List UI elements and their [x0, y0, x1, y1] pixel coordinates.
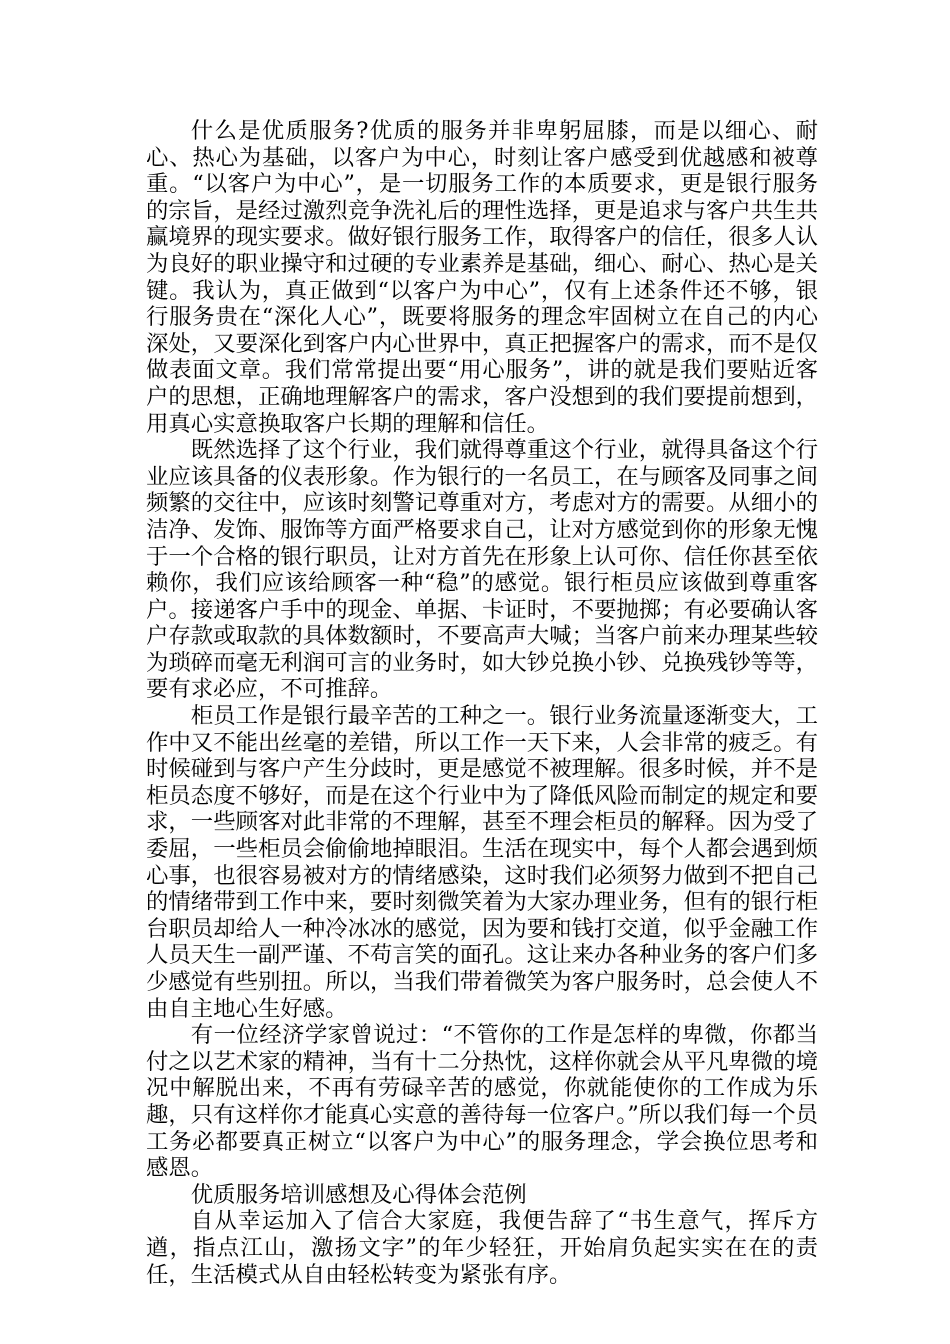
paragraph-closing: 自从幸运加入了信合大家庭，我便告辞了“书生意气，挥斥方遒，指点江山，激扬文字”的年少轻狂，开始肩负起实实在在的责任，生活模式从自由轻松转变为紧张有序。	[146, 1208, 818, 1288]
paragraph-professional-image: 既然选择了这个行业，我们就得尊重这个行业，就得具备这个行业应该具备的仪表形象。作为银行的一名员工，在与顾客及同事之间频繁的交往中，应该时刻警记尊重对方，考虑对方的需要。从细小的洁净、发饰、服饰等方面严格要求自己，让对方感觉到你的形象无愧于一个合格的银行职员，让对方首先在形象上认可你、信任你甚至依赖你，我们应该给顾客一种“稳”的感觉。银行柜员应该做到尊重客户。接递客户手中的现金、单据、卡证时，不要抛掷；有必要确认客户存款或取款的具体数额时，不要高声大喊；当客户前来办理某些较为琐碎而毫无利润可言的业务时，如大钞兑换小钞、兑换残钞等等，要有求必应，不可推辞。	[146, 437, 818, 703]
paragraph-economist-quote: 有一位经济学家曾说过：“不管你的工作是怎样的卑微，你都当付之以艺术家的精神，当有十二分热忱，这样你就会从平凡卑微的境况中解脱出来，不再有劳碌辛苦的感觉，你就能使你的工作成为乐趣，只有这样你才能真心实意的善待每一位客户。”所以我们每一个员工务必都要真正树立“以客户为中心”的服务理念，学会换位思考和感恩。	[146, 1022, 818, 1182]
document-body	[146, 118, 818, 1288]
paragraph-teller-work: 柜员工作是银行最辛苦的工种之一。银行业务流量逐渐变大，工作中又不能出丝毫的差错，所以工作一天下来，人会非常的疲乏。有时候碰到与客户产生分歧时，更是感觉不被理解。很多时候，并不是柜员态度不够好，而是在这个行业中为了降低风险而制定的规定和要求，一些顾客对此非常的不理解，甚至不理会柜员的解释。因为受了委屈，一些柜员会偷偷地掉眼泪。生活在现实中，每个人都会遇到烦心事，也很容易被对方的情绪感染，这时我们必须努力做到不把自己的情绪带到工作中来，要时刻微笑着为大家办理业务，但有的银行柜台职员却给人一种冷冰冰的感觉，因为要和钱打交道，似乎金融工作人员天生一副严谨、不苟言笑的面孔。这让来办各种业务的客户们多少感觉有些别扭。所以，当我们带着微笑为客户服务时，总会使人不由自主地心生好感。	[146, 703, 818, 1022]
section-heading: 优质服务培训感想及心得体会范例	[190, 1181, 527, 1208]
paragraph-quality-service: 什么是优质服务?优质的服务并非卑躬屈膝，而是以细心、耐心、热心为基础，以客户为中心，时刻让客户感受到优越感和被尊重。“以客户为中心”，是一切服务工作的本质要求，更是银行服务的宗旨，是经过激烈竞争洗礼后的理性选择，更是追求与客户共生共赢境界的现实要求。做好银行服务工作，取得客户的信任，很多人认为良好的职业操守和过硬的专业素养是基础，细心、耐心、热心是关键。我认为，真正做到“以客户为中心”，仅有上述条件还不够，银行服务贵在“深化人心”，既要将服务的理念牢固树立在自己的内心深处，又要深化到客户内心世界中，真正把握客户的需求，而不是仅做表面文章。我们常常提出要“用心服务”，讲的就是我们要贴近客户的思想，正确地理解客户的需求，客户没想到的我们要提前想到，用真心实意换取客户长期的理解和信任。	[146, 118, 818, 437]
